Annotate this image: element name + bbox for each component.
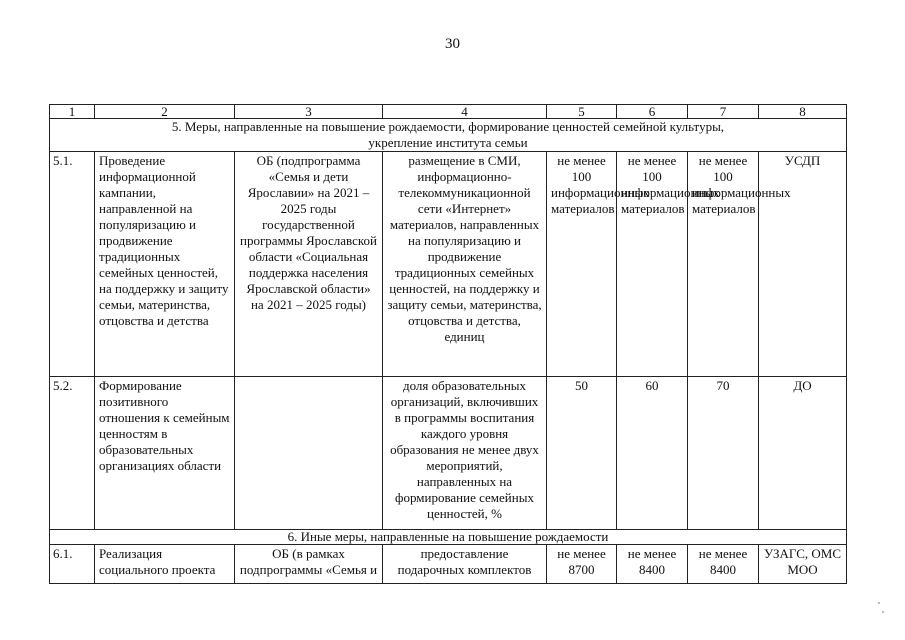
indicator-cell: предоставление подарочных комплектов [383,545,547,584]
section-6-row [50,530,847,545]
section-5-heading [50,119,847,152]
value-year-3-cell: не менее 100 информационных материалов [688,152,759,377]
column-number: 4 [383,105,547,119]
value-year-1-cell: 50 [547,377,617,530]
row-number: 5.1. [50,152,95,377]
column-number: 1 [50,105,95,119]
column-number: 5 [547,105,617,119]
row-number: 5.2. [50,377,95,530]
value-year-2-cell: 60 [617,377,688,530]
funding-source-cell [235,377,383,530]
indicator-cell: доля образовательных организаций, включивших в программы воспитания каждого уровня образования не менее двух мероприятий, направленных на формирование семейных ценностей, % [383,377,547,530]
scan-speck [878,602,880,604]
table-row [50,377,847,530]
executor-cell: УСДП [759,152,847,377]
page-number: 30 [445,36,460,52]
indicator-cell: размещение в СМИ, информационно-телекоммуникационной сети «Интернет» материалов, направленных на популяризацию и продвижение традиционных семейных ценностей, на поддержку и защиту семьи, материнства, отцовства и детства, единиц [383,152,547,377]
column-number: 2 [95,105,235,119]
executor-cell: УЗАГС, ОМС МОО [759,545,847,584]
value-year-1-cell: не менее 8700 [547,545,617,584]
executor-cell: ДО [759,377,847,530]
column-number-row [50,105,847,119]
measures-table-wrapper [49,104,846,584]
table-row [50,152,847,377]
row-number: 6.1. [50,545,95,584]
section-6-heading: 6. Иные меры, направленные на повышение рождаемости [50,530,847,545]
measure-cell: Реализация социального проекта [95,545,235,584]
column-number: 8 [759,105,847,119]
funding-source-cell: ОБ (в рамках подпрограммы «Семья и [235,545,383,584]
measures-table [49,104,847,584]
section-5-line-1: 5. Меры, направленные на повышение рождаемости, формирование ценностей семейной культуры, [171,119,725,134]
value-year-2-cell: не менее 8400 [617,545,688,584]
funding-source-cell: ОБ (подпрограмма «Семья и дети Ярославии» на 2021 – 2025 годы государственной программы Ярославской области «Социальная поддержка населения Ярославской области» на 2021 – 2025 годы) [235,152,383,377]
measure-cell: Формирование позитивного отношения к семейным ценностям в образовательных организациях области [95,377,235,530]
column-number: 3 [235,105,383,119]
table-row [50,545,847,584]
value-year-1-cell: не менее 100 информационных материалов [547,152,617,377]
column-number: 6 [617,105,688,119]
value-year-2-cell: не менее 100 информационных материалов [617,152,688,377]
scan-speck [882,611,884,613]
measure-cell: Проведение информационной кампании, направленной на популяризацию и продвижение традиционных семейных ценностей, на поддержку и защиту семьи, материнства, отцовства и детства [95,152,235,377]
column-number: 7 [688,105,759,119]
value-year-3-cell: 70 [688,377,759,530]
value-year-3-cell: не менее 8400 [688,545,759,584]
section-5-row [50,119,847,152]
section-5-line-2: укрепление института семьи [368,135,528,150]
